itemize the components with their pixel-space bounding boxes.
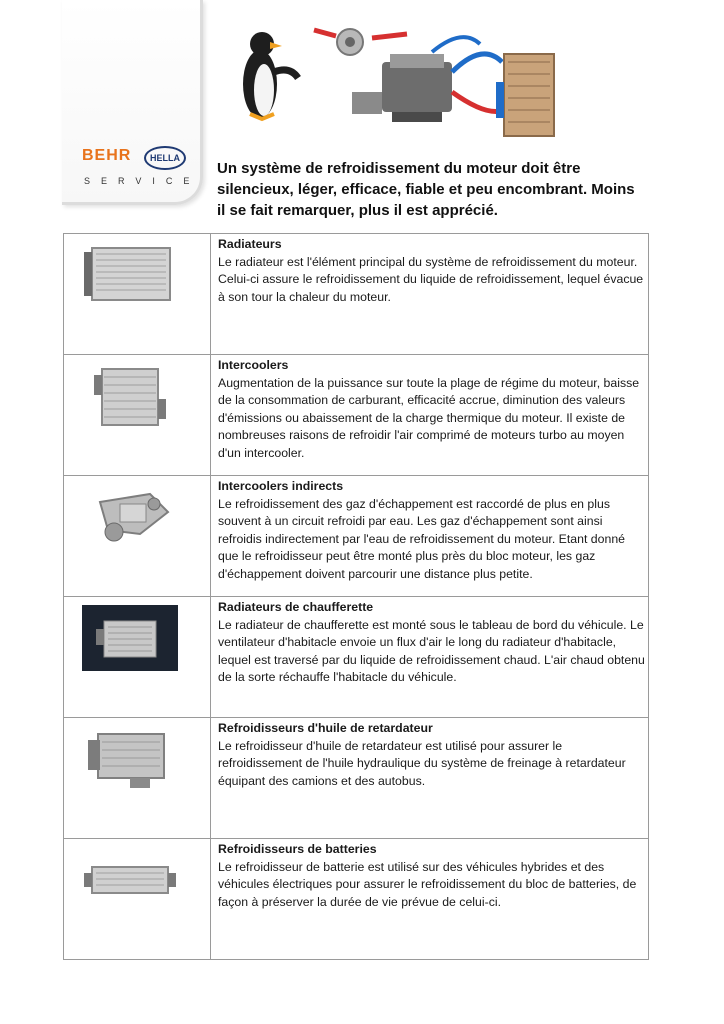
product-title: Radiateurs [218,237,282,251]
product-title: Refroidisseurs d'huile de retardateur [218,721,433,735]
table-row [64,476,648,597]
table-row [64,597,648,718]
table-row [64,355,648,476]
engine-image [352,54,452,122]
penguin-image [243,32,298,119]
table-row [64,839,648,960]
service-label: SERVICE [84,176,201,186]
product-description: Augmentation de la puissance sur toute la plage de régime du moteur, baisse de la consommation de carburant, efficacité accrue, diminution des valeurs d'émissions ou abaissement de la charge thermique du moteur. Il existe de nombreuses raisons de refroidir l'air comprimé de moteurs turbo au moyen d'un intercooler. [218,375,640,460]
hella-logo: HELLA [144,146,186,170]
retarder-oil-cooler-product-image [64,718,211,838]
product-description: Le radiateur de chaufferette est monté sous le tableau de bord du véhicule. Le ventilateur d'habitacle envoie un flux d'air le long du radiateur d'habitacle, lequel est traversé par du liquide de refroidissement chaud. L'air chaud obtenu de la sorte réchauffe l'habitacle du véhicule. [218,617,645,685]
radiator-image [496,54,554,136]
intro-text: Un système de refroidissement du moteur doit être silencieux, léger, efficace, fiable et peu encombrant. Moins il se fait remarquer, plus il est apprécié. [217,160,635,219]
cooling-system-illustration [232,22,572,152]
table-row [64,234,648,355]
table-row [64,718,648,839]
product-description: Le radiateur est l'élément principal du système de refroidissement du moteur. Celui-ci assure le refroidissement du liquide de refroidissement, lequel évacue à son tour la chaleur du moteur. [218,254,644,304]
turbo-image [337,29,363,55]
behr-logo: BEHR [82,147,132,164]
battery-cooler-product-image [64,839,211,959]
heater-core-product-image [64,597,211,717]
product-table [63,233,649,960]
product-description: Le refroidisseur d'huile de retardateur est utilisé pour assurer le refroidissement de l'huile hydraulique du système de freinage à retardateur équipant des camions et des autobus. [218,738,626,788]
product-description: Le refroidisseur de batterie est utilisé sur des véhicules hybrides et des véhicules électriques pour assurer le refroidissement du bloc de batteries, de façon à préserver la durée de vie prévue de celui-ci. [218,859,637,909]
product-title: Intercoolers indirects [218,479,344,493]
product-title: Intercoolers [218,358,289,372]
product-title: Refroidisseurs de batteries [218,842,377,856]
product-title: Radiateurs de chaufferette [218,600,374,614]
radiator-product-image [64,234,211,354]
indirect-intercooler-product-image [64,476,211,596]
logo-panel [62,0,203,205]
intercooler-product-image [64,355,211,475]
product-description: Le refroidissement des gaz d'échappement est raccordé de plus en plus souvent à un circuit refroidi par eau. Les gaz d'échappement sont ainsi refroidis indirectement par l'eau de refroidissement du moteur. Etant donné que le refroidisseur peut être monté plus près du bloc moteur, les gaz d'échappement doivent parcourir une distance plus petite. [218,496,626,581]
